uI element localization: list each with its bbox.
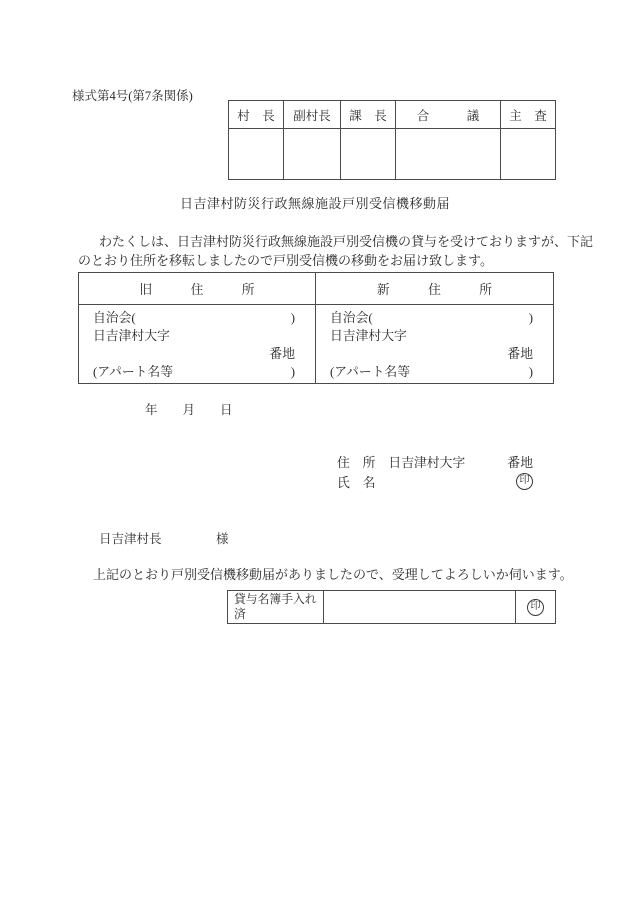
registry-label-line-1: 貸与名簿手入れ xyxy=(234,592,317,606)
old-jichikai-label: 自治会( xyxy=(93,311,136,325)
approval-header-row xyxy=(229,101,556,129)
new-apartment-line xyxy=(330,363,533,381)
closing-paragraph: 上記のとおり戸別受信機移動届がありましたので、受理してよろしいか伺います。 xyxy=(93,567,573,582)
new-jichikai-label: 自治会( xyxy=(330,311,373,325)
new-apartment-label: (アパート名等 xyxy=(330,365,411,379)
approval-header-section-chief: 課 長 xyxy=(341,101,396,129)
registry-label-line-2: 済 xyxy=(234,607,246,621)
intro-line-2: のとおり住所を移転しましたので戸別受信機の移動をお届け致します。 xyxy=(78,253,493,268)
date-line: 年 月 日 xyxy=(145,403,233,417)
registry-table xyxy=(227,590,556,624)
approval-stamp-cell-section-chief xyxy=(341,129,396,180)
old-oaza-line: 日吉津村大字 xyxy=(93,329,170,343)
approval-header-chief-examiner: 主 査 xyxy=(501,101,556,129)
old-apartment-label: (アパート名等 xyxy=(93,365,174,379)
new-jichikai-close-paren: ) xyxy=(528,311,533,325)
old-apartment-line xyxy=(93,363,295,381)
new-oaza-line: 日吉津村大字 xyxy=(330,329,407,343)
intro-paragraph xyxy=(78,232,594,270)
new-address-header: 新 住 所 xyxy=(316,273,554,305)
registry-seal-icon: 印 xyxy=(527,599,544,616)
old-address-cell xyxy=(79,305,316,384)
submitter-block xyxy=(337,451,533,491)
registry-seal-cell xyxy=(516,591,556,624)
approval-stamp-cell-mayor xyxy=(229,129,284,180)
document-title: 日吉津村防災行政無線施設戸別受信機移動届 xyxy=(179,196,450,211)
new-banchi-label: 番地 xyxy=(507,347,533,361)
submitter-address-label: 住 所 xyxy=(337,455,376,470)
old-banchi-label: 番地 xyxy=(269,347,295,361)
addressee-honorific: 様 xyxy=(216,532,229,546)
submitter-address-row xyxy=(337,451,533,471)
submitter-address-value: 日吉津村大字 xyxy=(388,455,466,470)
submitter-seal-icon: 印 xyxy=(516,473,533,490)
new-jichikai-line xyxy=(330,309,533,327)
approval-stamp-row xyxy=(229,129,556,180)
approval-stamp-cell-chief-examiner xyxy=(501,129,556,180)
registry-row xyxy=(228,591,556,624)
approval-header-deputy-mayor: 副村長 xyxy=(284,101,341,129)
address-header-row xyxy=(79,273,554,305)
intro-line-1: わたくしは、日吉津村防災行政無線施設戸別受信機の貸与を受けておりますが、下記 xyxy=(99,234,594,249)
registry-label-cell xyxy=(228,591,324,624)
old-address-header: 旧 住 所 xyxy=(79,273,316,305)
old-jichikai-close-paren: ) xyxy=(290,311,295,325)
addressee-name: 日吉津村長 xyxy=(99,532,162,546)
address-body-row xyxy=(79,305,554,384)
address-table xyxy=(78,272,554,384)
old-jichikai-line xyxy=(93,309,295,327)
old-apartment-close-paren: ) xyxy=(290,365,295,379)
approval-table xyxy=(228,100,556,180)
new-address-cell xyxy=(316,305,554,384)
submitter-name-label: 氏 名 xyxy=(337,475,376,490)
approval-stamp-cell-consultation xyxy=(396,129,501,180)
registry-blank-cell xyxy=(324,591,516,624)
submitter-name-row xyxy=(337,471,533,491)
approval-stamp-cell-deputy-mayor xyxy=(284,129,341,180)
new-apartment-close-paren: ) xyxy=(528,365,533,379)
submitter-banchi-label: 番地 xyxy=(507,455,533,470)
approval-header-mayor: 村 長 xyxy=(229,101,284,129)
form-number: 様式第4号(第7条関係) xyxy=(72,89,193,103)
approval-header-consultation: 合 議 xyxy=(396,101,501,129)
